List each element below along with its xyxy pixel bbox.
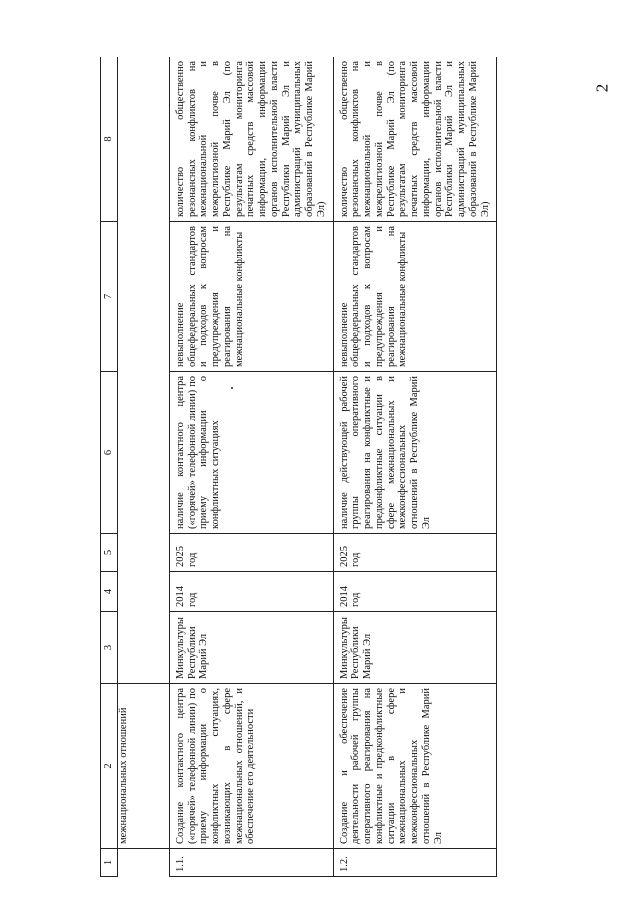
header-cell-8: 8 xyxy=(101,57,118,222)
header-cell-7: 7 xyxy=(101,222,118,372)
row-number: 1.2. xyxy=(333,849,497,877)
header-row xyxy=(101,57,118,877)
end-year-cell: 2025 год xyxy=(169,534,333,572)
expected-result-cell: наличие контактного центра («горячей» телефонной линии) по приему информации о конфликтных ситуациях xyxy=(169,372,333,534)
rotated-page-area xyxy=(100,57,639,877)
executor-cell: Минкультуры Республики Марий Эл xyxy=(169,612,333,684)
header-cell-4: 4 xyxy=(101,572,118,612)
event-cell: Создание контактного центра («горячей» телефонной линии) по приему информации о конфликтных ситуациях, возникающих в сфере межнациональных отношений, и обеспечение его деятельности xyxy=(169,684,333,849)
header-cell-5: 5 xyxy=(101,534,118,572)
continuation-text: межнациональных отношений xyxy=(117,684,169,849)
continuation-empty xyxy=(117,57,169,684)
table-row xyxy=(333,57,497,877)
continuation-spacer xyxy=(117,849,169,877)
start-year-cell: 2014 год xyxy=(169,572,333,612)
table-wrapper xyxy=(100,57,639,877)
header-cell-1: 1 xyxy=(101,849,118,877)
indicator-cell: количество общественно резонансных конфликтов на межнациональной и межрелигиозной почве в Республике Марий Эл (по результатам мониторинга печатных средств массовой информации, информации органов исполнительной власти Республики Марий Эл и администраций муниципальных образований в Республике Марий Эл) xyxy=(169,57,333,222)
risk-cell: невыполнение общефедеральных стандартов и подходов к вопросам предупреждения и реагирования на межнациональные конфликты xyxy=(169,222,333,372)
page-number: 2 xyxy=(592,83,612,93)
indicator-cell: количество общественно резонансных конфликтов на межнациональной и межрелигиозной почве в Республике Марий Эл (по результатам мониторинга печатных средств массовой информации, информации органов исполнительной власти Республики Марий Эл и администраций муниципальных образований в Республике Марий Эл) xyxy=(333,57,497,222)
continuation-row xyxy=(117,57,169,877)
program-table xyxy=(100,57,497,877)
end-year-cell: 2025 год xyxy=(333,534,497,572)
risk-cell: невыполнение общефедеральных стандартов и подходов к вопросам предупреждения и реагирования на межнациональные конфликты xyxy=(333,222,497,372)
executor-cell: Минкультуры Республики Марий Эл xyxy=(333,612,497,684)
start-year-cell: 2014 год xyxy=(333,572,497,612)
event-cell: Создание и обеспечение деятельности рабочей группы оперативного реагирования на конфликтные и предконфликтные ситуации в сфере межнациональных и межконфессиональных отношений в Республике Марий Эл xyxy=(333,684,497,849)
header-cell-2: 2 xyxy=(101,684,118,849)
expected-result-cell: наличие действующей рабочей группы оперативного реагирования на конфликтные и предконфликтные ситуации в сфере межнациональных и межконфессиональных отношений в Республике Марий Эл xyxy=(333,372,497,534)
header-cell-6: 6 xyxy=(101,372,118,534)
row-number: 1.1. xyxy=(169,849,333,877)
header-cell-3: 3 xyxy=(101,612,118,684)
table-row xyxy=(169,57,333,877)
